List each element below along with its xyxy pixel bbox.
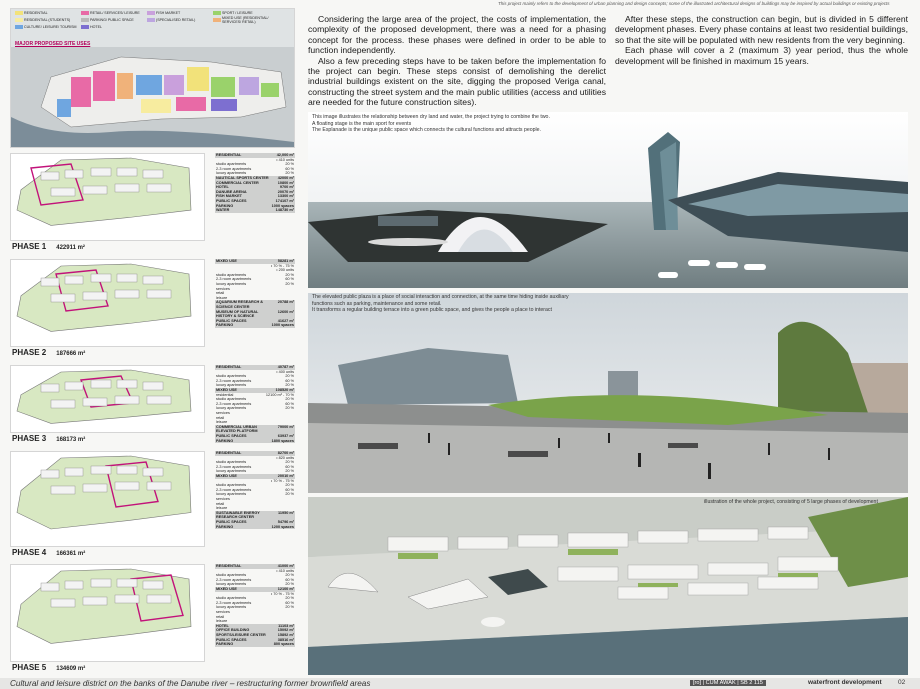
row-label: PUBLIC SPACES: [215, 319, 270, 324]
row-label: PUBLIC SPACES: [215, 520, 270, 525]
table-row: [215, 525, 295, 530]
row-label: 2-3 room apartments: [216, 166, 252, 171]
row-label: PARKING: [215, 204, 270, 209]
row-value: 1800 spaces: [265, 439, 295, 444]
legend-swatch: [213, 18, 221, 22]
row-label: SUSTAINABLE ENERGY RESEARCH CENTER: [215, 511, 270, 520]
row-value: 41627 m²: [270, 319, 295, 324]
row-label: luxury apartments: [216, 582, 247, 587]
intro-column-1: [308, 14, 606, 108]
caption-1: [312, 114, 652, 134]
row-value: 174107 m²: [270, 199, 295, 204]
row-label: studio apartments: [216, 573, 247, 578]
legend-label: (SPECIALISED RETAIL): [156, 18, 196, 22]
table-row: [215, 208, 295, 213]
legend-label: CULTURE/ LEISURE/ TOURISM: [24, 25, 77, 29]
row-value: 1000 spaces: [271, 203, 294, 208]
row-value: 60 %: [285, 487, 294, 492]
row-value: 20 %: [285, 492, 294, 497]
top-note: This project mainly refers to the development of urban planning and design concepts; some of the illustrated architectural designs of buildings may be inspired by actual buildings or existing projects: [498, 1, 890, 6]
legend-item: [15, 11, 77, 15]
legend-label: MIXED USE (RESIDENTIAL/ SERVICES/ RETAIL): [222, 16, 269, 24]
caption-line: The elevated public plaza is a place of social interaction and connection, at the same time hiding inside auxiliary: [312, 294, 569, 300]
row-label: leisure: [216, 420, 228, 425]
row-label: DANUBE ARENA: [215, 190, 270, 195]
phase-plan-4: [10, 451, 205, 547]
row-value: 20 %: [285, 171, 294, 176]
phase-title: PHASE 4: [12, 548, 47, 557]
legend-label: PARKING/ PUBLIC SPACE: [90, 18, 134, 22]
legend-label: FISH MARKET: [156, 11, 181, 15]
legend-item: [213, 16, 275, 24]
row-value: 20 %: [285, 406, 294, 411]
row-value: 20 %: [285, 397, 294, 402]
row-value: 60 %: [285, 577, 294, 582]
footer-right-label: waterfront development: [808, 679, 882, 686]
render-aerial-image: [308, 497, 908, 675]
phase-label: [12, 242, 85, 251]
row-label: MIXED USE: [215, 587, 269, 592]
row-label: luxury apartments: [216, 492, 247, 497]
legend-swatch: [81, 25, 89, 29]
legend-item: [15, 25, 77, 29]
row-value: 12100 m²: [269, 587, 295, 592]
row-value: • 410 units: [276, 157, 294, 162]
phase-table-4: [215, 451, 295, 529]
row-label: 2-3 room apartments: [216, 464, 252, 469]
row-label: services: [216, 410, 230, 415]
phase-table-1: [215, 153, 295, 213]
row-value: 60 %: [285, 378, 294, 383]
table-row: [215, 633, 295, 638]
row-label: SPORTS/LEISURE CENTER: [215, 633, 269, 638]
legend-item: [81, 11, 143, 15]
row-label: COMMERCIAL URBAN ELEVATED PLATFORM: [215, 425, 265, 434]
row-value: 20 %: [285, 469, 294, 474]
row-value: 10800 m²: [270, 181, 295, 186]
legend-label: RESIDENTIAL: [24, 11, 48, 15]
row-value: 1200 spaces: [271, 524, 294, 529]
row-label: 2-3 room apartments: [216, 401, 252, 406]
row-value: 40787 m²: [265, 365, 295, 370]
row-label: 2-3 room apartments: [216, 277, 252, 282]
row-label: studio apartments: [216, 397, 247, 402]
row-value: 20 %: [285, 162, 294, 167]
row-value: 20 %: [285, 272, 294, 277]
row-label: OFFICE BUILDING: [215, 628, 269, 633]
row-value: 12100 m² - 70 %: [265, 392, 294, 397]
row-label: luxury apartments: [216, 605, 247, 610]
phase-plan-image: [11, 452, 204, 546]
row-value: 20788 m²: [270, 300, 295, 309]
legend-label: SPORT / LEISURE: [222, 11, 253, 15]
row-value: 148730 m²: [270, 208, 295, 213]
row-value: • 400 units: [276, 369, 294, 374]
row-label: 2-3 room apartments: [216, 378, 252, 383]
legend-swatch: [15, 25, 23, 29]
caption-line: functions such as parking, maintenance and some retail.: [312, 300, 442, 307]
legend-label: RESIDENTIAL (STUDENTS): [24, 18, 71, 22]
table-row: [215, 323, 295, 328]
row-label: PUBLIC SPACES: [215, 434, 265, 439]
row-label: leisure: [216, 295, 228, 300]
row-value: 20 %: [285, 582, 294, 587]
row-label: PARKING: [215, 439, 265, 444]
caption-2: [312, 294, 652, 314]
row-value: 60 %: [285, 277, 294, 282]
intro-paragraph: Each phase will cover a 2 (maximum 3) year period, thus the whole development will be finished in maximum 15 years.: [615, 45, 908, 66]
row-label: MIXED USE: [215, 474, 270, 479]
phase-area: 166361 m²: [56, 551, 86, 557]
row-value: 1000 spaces: [271, 323, 294, 328]
row-value: • 200 units: [276, 268, 294, 273]
row-label: studio apartments: [216, 460, 247, 465]
table-row: [215, 176, 295, 181]
phase-label: [12, 434, 85, 443]
row-label: MUSEUM OF NATURAL HISTORY & SCIENCE: [215, 310, 270, 319]
phase-plan-image: [11, 565, 204, 661]
row-value: 60 %: [285, 166, 294, 171]
row-value: 38516 m²: [269, 638, 295, 643]
legend-label: RETAIL/ SERVICES/ LEISURE: [90, 11, 140, 15]
row-value: 82700 m²: [270, 451, 295, 456]
render-plaza: [308, 293, 908, 493]
caption-line: The Esplanade is the unique public space which connects the cultural functions and attracts people.: [312, 127, 541, 133]
phase-title: PHASE 5: [12, 663, 47, 672]
legend-item: [147, 16, 209, 24]
row-label: HOTEL: [215, 624, 269, 629]
table-row: [215, 642, 295, 647]
row-label: FISH MARKET: [215, 194, 270, 199]
row-label: HOTEL: [215, 185, 270, 190]
phase-area: 168173 m²: [56, 437, 86, 443]
caption-line: A floating stage is the main sport for events: [312, 120, 412, 127]
legend-swatch: [81, 11, 89, 15]
phase-area: 134609 m²: [56, 666, 86, 672]
legend-swatch: [147, 11, 155, 15]
row-label: MIXED USE: [215, 388, 265, 393]
caption-3: illustration of the whole project, consisting of 5 large phases of development: [704, 499, 878, 505]
intro-paragraph: After these steps, the construction can begin, but is divided in 5 different development phases. Every phase contains at least two residential buildings, so that the site will be populated with new residents from the very beginning.: [615, 14, 908, 45]
row-label: RESIDENTIAL: [215, 365, 265, 370]
row-value: 60 %: [285, 464, 294, 469]
row-value: 42000 m²: [270, 176, 295, 181]
row-label: services: [216, 496, 230, 501]
caption-line: This image illustrates the relationship between dry land and water, the project trying to combine the two.: [312, 114, 550, 120]
row-value: 800 spaces: [269, 642, 295, 647]
site-uses-title: MAJOR PROPOSED SITE USES: [15, 41, 91, 47]
row-label: studio apartments: [216, 374, 247, 379]
phase-plan-1: [10, 153, 205, 241]
row-label: PARKING: [215, 642, 269, 647]
legend-swatch: [15, 11, 23, 15]
legend-swatch: [213, 11, 221, 15]
table-row: [215, 439, 295, 444]
row-label: PARKING: [215, 323, 270, 328]
row-label: 2-3 room apartments: [216, 600, 252, 605]
row-value: • 820 units: [276, 455, 294, 460]
row-label: studio apartments: [216, 596, 247, 601]
row-value: 11103 m²: [269, 624, 295, 629]
row-value: • 70 % - 75 %: [270, 591, 294, 596]
row-label: studio apartments: [216, 483, 247, 488]
row-label: RESIDENTIAL: [215, 451, 270, 456]
row-label: luxury apartments: [216, 469, 247, 474]
phase-title: PHASE 1: [12, 242, 47, 251]
phase-table-2: [215, 259, 295, 328]
row-label: services: [216, 609, 230, 614]
row-value: 54796 m²: [270, 520, 295, 525]
row-value: 108520 m²: [265, 388, 295, 393]
row-label: retail: [216, 291, 225, 296]
row-label: COMMERCIAL CENTER: [215, 181, 270, 186]
row-label: NAUTICAL SPORTS CENTER: [216, 175, 269, 180]
row-value: 60 %: [285, 401, 294, 406]
legend-swatch: [15, 18, 23, 22]
row-value: 41000 m²: [269, 564, 295, 569]
row-label: PUBLIC SPACES: [215, 638, 269, 643]
phase-title: PHASE 3: [12, 434, 47, 443]
row-label: 2-3 room apartments: [216, 487, 252, 492]
phase-plan-image: [11, 154, 204, 240]
row-value: 79000 m²: [265, 425, 295, 434]
row-label: leisure: [216, 506, 228, 511]
row-label: RESIDENTIAL: [215, 564, 269, 569]
row-label: leisure: [216, 619, 228, 624]
footer-code: [ro] | CUM AWAK | SB 2 115: [690, 680, 766, 686]
row-label: retail: [216, 501, 225, 506]
phase-plan-image: [11, 366, 204, 432]
legend-label: HOTEL: [90, 25, 102, 29]
render-aerial: [308, 497, 908, 675]
phase-table-5: [215, 564, 295, 647]
row-label: luxury apartments: [216, 281, 247, 286]
row-value: 20 %: [285, 573, 294, 578]
row-label: retail: [216, 614, 225, 619]
phase-plan-2: [10, 259, 205, 347]
row-value: 15892 m²: [269, 633, 295, 638]
row-label: services: [216, 286, 230, 291]
row-label: RESIDENTIAL: [215, 153, 270, 158]
phase-plan-5: [10, 564, 205, 662]
row-value: 9700 m²: [270, 185, 295, 190]
row-value: 42,000 m²: [270, 153, 295, 158]
legend-swatch: [147, 18, 155, 22]
row-label: AQUARIUM RESEARCH & SCIENCE CENTER: [215, 300, 270, 309]
row-value: • 410 units: [276, 568, 294, 573]
row-value: 60 %: [285, 600, 294, 605]
site-plan-image: [11, 47, 294, 147]
phase-table-3: [215, 365, 295, 443]
intro-paragraph: Also a few preceding steps have to be taken before the implementation fo the project can begin. These steps consist of demolishing the derelict industrial buildings existent on the site, digging the proposed Veriga canal, constructing the street system and the main public utilities (access and utilities are needed for the future construction sites).: [308, 55, 606, 108]
site-uses-legend: [15, 11, 285, 29]
table-row: [215, 300, 295, 309]
row-value: 63937 m²: [265, 434, 295, 439]
intro-column-2: [615, 14, 908, 66]
row-value: • 70 % - 75 %: [270, 263, 294, 268]
row-value: 20 %: [285, 383, 294, 388]
phase-label: [12, 663, 85, 672]
row-value: 20 %: [285, 460, 294, 465]
phase-label: [12, 348, 85, 357]
row-value: • 70 % - 75 %: [270, 478, 294, 483]
row-label: luxury apartments: [216, 171, 247, 176]
row-label: luxury apartments: [216, 406, 247, 411]
page-number: 02: [898, 679, 906, 686]
row-value: 13300 m²: [270, 194, 295, 199]
row-label: studio apartments: [216, 272, 247, 277]
table-row: [215, 511, 295, 520]
row-label: PUBLIC SPACES: [215, 199, 270, 204]
table-row: [215, 310, 295, 319]
row-label: retail: [216, 415, 225, 420]
phase-plan-image: [11, 260, 204, 346]
row-value: 20010 m²: [270, 474, 295, 479]
legend-item: [81, 25, 143, 29]
row-label: luxury apartments: [216, 383, 247, 388]
row-value: 58281 m²: [270, 259, 295, 264]
phase-label: [12, 548, 85, 557]
row-value: 20 %: [285, 483, 294, 488]
site-uses-map: [10, 8, 295, 148]
render-waterfront: [308, 112, 908, 288]
row-label: WATER: [215, 208, 270, 213]
phase-area: 422911 m²: [56, 245, 85, 251]
table-row: [215, 425, 295, 434]
intro-paragraph: Considering the large area of the project, the costs of implementation, the complexity of the proposed development, there was a need for a phasing concept for the process. these phases were defined in order to be able to function independently.: [308, 14, 606, 56]
row-value: 11950 m²: [270, 511, 295, 520]
render-plaza-image: [308, 293, 908, 493]
row-value: 20 %: [285, 605, 294, 610]
row-label: MIXED USE: [215, 259, 270, 264]
legend-item: [213, 11, 275, 15]
render-waterfront-image: [308, 112, 908, 288]
row-value: 20 %: [285, 281, 294, 286]
row-label: residential: [216, 392, 234, 397]
row-label: PARKING: [215, 525, 270, 530]
phase-area: 187666 m²: [56, 351, 86, 357]
row-value: 12600 m²: [270, 310, 295, 319]
row-value: 20 %: [285, 374, 294, 379]
row-label: studio apartments: [216, 162, 247, 167]
legend-item: [15, 16, 77, 24]
row-value: 20070 m²: [270, 190, 295, 195]
row-label: 2-3 room apartments: [216, 577, 252, 582]
legend-swatch: [81, 18, 89, 22]
legend-item: [147, 11, 209, 15]
legend-item: [81, 16, 143, 24]
footer-title: Cultural and leisure district on the banks of the Danube river – restructuring former brownfield areas: [10, 679, 371, 688]
row-value: 15092 m²: [269, 628, 295, 633]
phase-plan-3: [10, 365, 205, 433]
caption-line: It transforms a regular building terrace into a green public space, and gives the people a place to interact: [312, 307, 552, 313]
row-value: 20 %: [285, 596, 294, 601]
phase-title: PHASE 2: [12, 348, 47, 357]
